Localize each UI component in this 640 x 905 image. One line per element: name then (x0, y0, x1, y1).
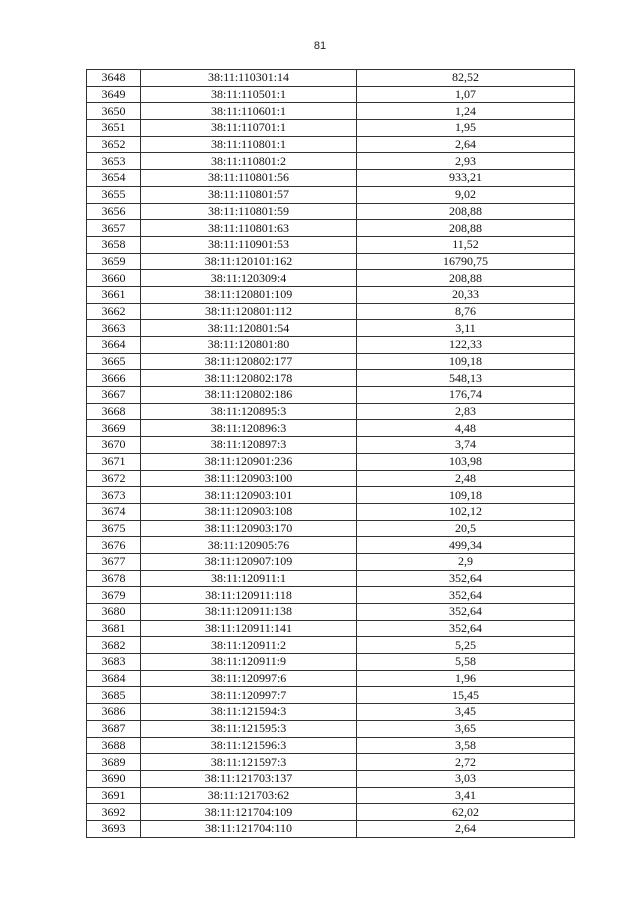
table-row (87, 503, 575, 520)
row-number-cell: 3660 (87, 270, 141, 287)
cadastral-number-cell: 38:11:120801:80 (141, 337, 357, 354)
table-row (87, 737, 575, 754)
cadastral-number-cell: 38:11:121703:137 (141, 770, 357, 787)
table-row (87, 620, 575, 637)
area-value-cell: 933,21 (357, 170, 575, 187)
table-row (87, 136, 575, 153)
cadastral-number-cell: 38:11:120903:108 (141, 503, 357, 520)
table-row (87, 86, 575, 103)
cadastral-number-cell: 38:11:120997:6 (141, 670, 357, 687)
row-number-cell: 3677 (87, 553, 141, 570)
area-value-cell: 352,64 (357, 587, 575, 604)
table-row (87, 186, 575, 203)
area-value-cell: 11,52 (357, 236, 575, 253)
cadastral-number-cell: 38:11:120801:109 (141, 286, 357, 303)
row-number-cell: 3667 (87, 387, 141, 404)
row-number-cell: 3681 (87, 620, 141, 637)
table-row (87, 403, 575, 420)
cadastral-number-cell: 38:11:110601:1 (141, 103, 357, 120)
row-number-cell: 3668 (87, 403, 141, 420)
area-value-cell: 62,02 (357, 804, 575, 821)
cadastral-number-cell: 38:11:120997:7 (141, 687, 357, 704)
cadastral-number-cell: 38:11:120901:236 (141, 453, 357, 470)
cadastral-number-cell: 38:11:120895:3 (141, 403, 357, 420)
row-number-cell: 3664 (87, 337, 141, 354)
cadastral-number-cell: 38:11:120801:54 (141, 320, 357, 337)
table-row (87, 787, 575, 804)
cadastral-number-cell: 38:11:120905:76 (141, 537, 357, 554)
area-value-cell: 8,76 (357, 303, 575, 320)
row-number-cell: 3682 (87, 637, 141, 654)
table-row (87, 170, 575, 187)
area-value-cell: 4,48 (357, 420, 575, 437)
area-value-cell: 352,64 (357, 620, 575, 637)
table-row (87, 537, 575, 554)
area-value-cell: 109,18 (357, 353, 575, 370)
row-number-cell: 3687 (87, 720, 141, 737)
table-row (87, 520, 575, 537)
area-value-cell: 3,58 (357, 737, 575, 754)
row-number-cell: 3649 (87, 86, 141, 103)
table-row (87, 303, 575, 320)
row-number-cell: 3678 (87, 570, 141, 587)
row-number-cell: 3661 (87, 286, 141, 303)
area-value-cell: 2,93 (357, 153, 575, 170)
area-value-cell: 208,88 (357, 270, 575, 287)
row-number-cell: 3683 (87, 654, 141, 671)
area-value-cell: 15,45 (357, 687, 575, 704)
row-number-cell: 3670 (87, 437, 141, 454)
cadastral-number-cell: 38:11:120903:101 (141, 487, 357, 504)
area-value-cell: 352,64 (357, 570, 575, 587)
area-value-cell: 1,95 (357, 120, 575, 137)
area-value-cell: 1,24 (357, 103, 575, 120)
area-value-cell: 352,64 (357, 604, 575, 621)
row-number-cell: 3673 (87, 487, 141, 504)
table-row (87, 470, 575, 487)
table-row (87, 437, 575, 454)
table-row (87, 754, 575, 771)
row-number-cell: 3669 (87, 420, 141, 437)
table-row (87, 804, 575, 821)
table-row (87, 570, 575, 587)
cadastral-number-cell: 38:11:120911:2 (141, 637, 357, 654)
row-number-cell: 3688 (87, 737, 141, 754)
cadastral-number-cell: 38:11:110801:59 (141, 203, 357, 220)
area-value-cell: 20,5 (357, 520, 575, 537)
table-row (87, 320, 575, 337)
table-row (87, 720, 575, 737)
table-row (87, 153, 575, 170)
table-row (87, 120, 575, 137)
cadastral-number-cell: 38:11:110801:57 (141, 186, 357, 203)
area-value-cell: 5,25 (357, 637, 575, 654)
area-value-cell: 16790,75 (357, 253, 575, 270)
row-number-cell: 3680 (87, 604, 141, 621)
table-row (87, 236, 575, 253)
row-number-cell: 3689 (87, 754, 141, 771)
cadastral-number-cell: 38:11:120101:162 (141, 253, 357, 270)
table-row (87, 770, 575, 787)
cadastral-number-cell: 38:11:110901:53 (141, 236, 357, 253)
table-row (87, 453, 575, 470)
cadastral-number-cell: 38:11:110301:14 (141, 70, 357, 87)
area-value-cell: 3,74 (357, 437, 575, 454)
cadastral-number-cell: 38:11:120911:9 (141, 654, 357, 671)
row-number-cell: 3685 (87, 687, 141, 704)
area-value-cell: 2,9 (357, 553, 575, 570)
row-number-cell: 3654 (87, 170, 141, 187)
row-number-cell: 3674 (87, 503, 141, 520)
table-row (87, 353, 575, 370)
row-number-cell: 3652 (87, 136, 141, 153)
table-row (87, 370, 575, 387)
row-number-cell: 3657 (87, 220, 141, 237)
cadastral-number-cell: 38:11:120896:3 (141, 420, 357, 437)
table-row (87, 70, 575, 87)
area-value-cell: 3,45 (357, 704, 575, 721)
table-row (87, 654, 575, 671)
row-number-cell: 3662 (87, 303, 141, 320)
table-row (87, 253, 575, 270)
cadastral-number-cell: 38:11:121704:109 (141, 804, 357, 821)
cadastral-number-cell: 38:11:120903:170 (141, 520, 357, 537)
table-row (87, 687, 575, 704)
area-value-cell: 208,88 (357, 203, 575, 220)
cadastral-number-cell: 38:11:121594:3 (141, 704, 357, 721)
cadastral-table-container (86, 69, 574, 838)
cadastral-number-cell: 38:11:110801:1 (141, 136, 357, 153)
cadastral-number-cell: 38:11:121596:3 (141, 737, 357, 754)
table-row (87, 487, 575, 504)
row-number-cell: 3692 (87, 804, 141, 821)
cadastral-number-cell: 38:11:120802:186 (141, 387, 357, 404)
cadastral-number-cell: 38:11:120911:141 (141, 620, 357, 637)
table-row (87, 286, 575, 303)
row-number-cell: 3671 (87, 453, 141, 470)
table-row (87, 604, 575, 621)
area-value-cell: 102,12 (357, 503, 575, 520)
cadastral-number-cell: 38:11:120802:177 (141, 353, 357, 370)
cadastral-number-cell: 38:11:120911:138 (141, 604, 357, 621)
table-row (87, 553, 575, 570)
cadastral-number-cell: 38:11:110801:63 (141, 220, 357, 237)
cadastral-number-cell: 38:11:121597:3 (141, 754, 357, 771)
table-row (87, 704, 575, 721)
area-value-cell: 122,33 (357, 337, 575, 354)
cadastral-number-cell: 38:11:120911:1 (141, 570, 357, 587)
area-value-cell: 2,83 (357, 403, 575, 420)
row-number-cell: 3676 (87, 537, 141, 554)
table-row (87, 220, 575, 237)
cadastral-number-cell: 38:11:120801:112 (141, 303, 357, 320)
page-number: 81 (313, 40, 327, 52)
row-number-cell: 3679 (87, 587, 141, 604)
area-value-cell: 109,18 (357, 487, 575, 504)
area-value-cell: 103,98 (357, 453, 575, 470)
row-number-cell: 3659 (87, 253, 141, 270)
table-row (87, 203, 575, 220)
area-value-cell: 20,33 (357, 286, 575, 303)
cadastral-table (86, 69, 575, 838)
cadastral-number-cell: 38:11:120907:109 (141, 553, 357, 570)
table-row (87, 103, 575, 120)
row-number-cell: 3655 (87, 186, 141, 203)
row-number-cell: 3656 (87, 203, 141, 220)
cadastral-number-cell: 38:11:121595:3 (141, 720, 357, 737)
area-value-cell: 208,88 (357, 220, 575, 237)
row-number-cell: 3650 (87, 103, 141, 120)
table-row (87, 587, 575, 604)
row-number-cell: 3665 (87, 353, 141, 370)
row-number-cell: 3686 (87, 704, 141, 721)
area-value-cell: 82,52 (357, 70, 575, 87)
table-row (87, 820, 575, 837)
area-value-cell: 3,65 (357, 720, 575, 737)
table-row (87, 670, 575, 687)
area-value-cell: 9,02 (357, 186, 575, 203)
table-row (87, 270, 575, 287)
row-number-cell: 3690 (87, 770, 141, 787)
area-value-cell: 499,34 (357, 537, 575, 554)
cadastral-number-cell: 38:11:110501:1 (141, 86, 357, 103)
table-row (87, 337, 575, 354)
table-row (87, 387, 575, 404)
cadastral-number-cell: 38:11:110701:1 (141, 120, 357, 137)
area-value-cell: 548,13 (357, 370, 575, 387)
area-value-cell: 2,48 (357, 470, 575, 487)
table-body (87, 70, 575, 838)
area-value-cell: 3,03 (357, 770, 575, 787)
row-number-cell: 3691 (87, 787, 141, 804)
cadastral-number-cell: 38:11:110801:2 (141, 153, 357, 170)
cadastral-number-cell: 38:11:121703:62 (141, 787, 357, 804)
cadastral-number-cell: 38:11:120897:3 (141, 437, 357, 454)
area-value-cell: 3,41 (357, 787, 575, 804)
cadastral-number-cell: 38:11:120911:118 (141, 587, 357, 604)
table-row (87, 420, 575, 437)
area-value-cell: 1,07 (357, 86, 575, 103)
area-value-cell: 176,74 (357, 387, 575, 404)
row-number-cell: 3651 (87, 120, 141, 137)
row-number-cell: 3658 (87, 236, 141, 253)
row-number-cell: 3675 (87, 520, 141, 537)
row-number-cell: 3693 (87, 820, 141, 837)
row-number-cell: 3666 (87, 370, 141, 387)
cadastral-number-cell: 38:11:120802:178 (141, 370, 357, 387)
row-number-cell: 3653 (87, 153, 141, 170)
table-row (87, 637, 575, 654)
area-value-cell: 2,64 (357, 136, 575, 153)
row-number-cell: 3663 (87, 320, 141, 337)
row-number-cell: 3648 (87, 70, 141, 87)
area-value-cell: 2,72 (357, 754, 575, 771)
row-number-cell: 3672 (87, 470, 141, 487)
cadastral-number-cell: 38:11:121704:110 (141, 820, 357, 837)
area-value-cell: 3,11 (357, 320, 575, 337)
cadastral-number-cell: 38:11:110801:56 (141, 170, 357, 187)
cadastral-number-cell: 38:11:120903:100 (141, 470, 357, 487)
area-value-cell: 2,64 (357, 820, 575, 837)
area-value-cell: 5,58 (357, 654, 575, 671)
row-number-cell: 3684 (87, 670, 141, 687)
area-value-cell: 1,96 (357, 670, 575, 687)
cadastral-number-cell: 38:11:120309:4 (141, 270, 357, 287)
